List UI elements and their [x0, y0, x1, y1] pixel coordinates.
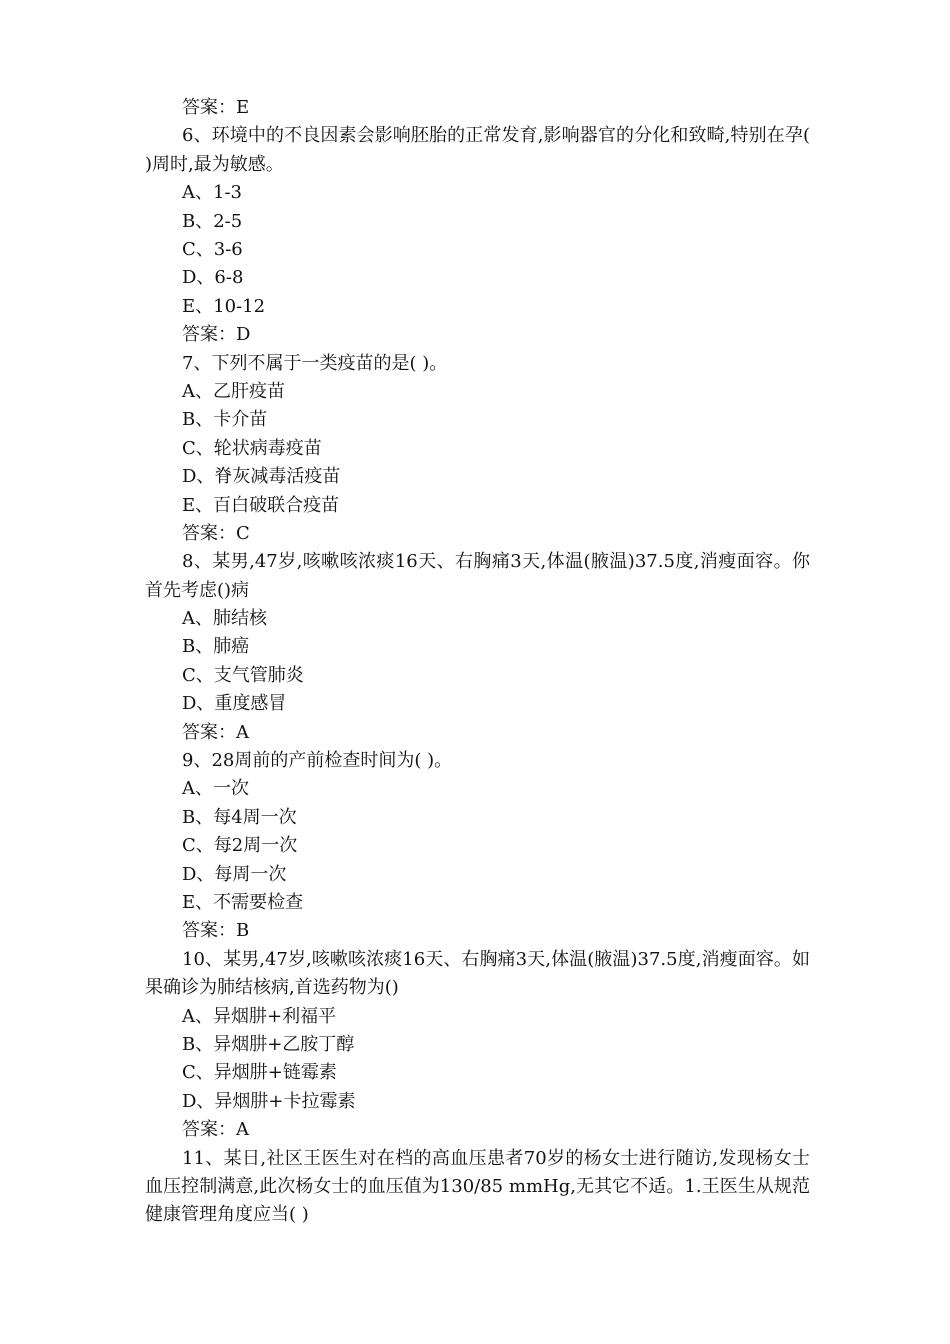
question-stem-10: 10、某男,47岁,咳嗽咳浓痰16天、右胸痛3天,体温(腋温)37.5度,消瘦面容。如果确诊为肺结核病,首选药物为() — [145, 948, 810, 999]
option-b: B、每4周一次 — [182, 806, 297, 828]
answer-line: 答案：A — [182, 1119, 249, 1141]
option-e: E、不需要检查 — [182, 892, 304, 913]
answer-line: 答案：E — [182, 97, 250, 118]
option-c: C、异烟肼+链霉素 — [182, 1062, 337, 1084]
option-c: C、3-6 — [182, 238, 243, 260]
option-a: A、1-3 — [182, 182, 242, 204]
option-d: D、异烟肼+卡拉霉素 — [182, 1090, 356, 1112]
option-c: C、支气管肺炎 — [182, 664, 304, 686]
answer-line: 答案：B — [182, 920, 250, 942]
option-b: B、2-5 — [182, 210, 243, 232]
option-c: C、每2周一次 — [182, 835, 298, 857]
option-a: A、一次 — [182, 778, 249, 800]
answer-line: 答案：C — [182, 522, 250, 544]
option-d: D、脊灰减毒活疫苗 — [182, 466, 341, 488]
option-d: D、每周一次 — [182, 863, 287, 885]
option-d: D、重度感冒 — [182, 693, 287, 715]
option-b: B、卡介苗 — [182, 409, 268, 431]
question-stem-7: 7、下列不属于一类疫苗的是( )。 — [182, 352, 448, 374]
document-page — [145, 94, 810, 1230]
option-a: A、乙肝疫苗 — [182, 380, 285, 402]
option-b: B、肺癌 — [182, 636, 250, 658]
option-a: A、肺结核 — [182, 608, 267, 630]
option-a: A、异烟肼+利福平 — [182, 1005, 337, 1027]
option-d: D、6-8 — [182, 267, 244, 289]
answer-line: 答案：A — [182, 721, 249, 743]
question-stem-6: 6、环境中的不良因素会影响胚胎的正常发育,影响器官的分化和致畸,特别在孕( )周时,最为敏感。 — [145, 125, 810, 175]
option-b: B、异烟肼+乙胺丁醇 — [182, 1033, 355, 1055]
question-stem-9: 9、28周前的产前检查时间为( )。 — [182, 750, 453, 772]
question-stem-11: 11、某日,社区王医生对在档的高血压患者70岁的杨女士进行随访,发现杨女士血压控制满意,此次杨女士的血压值为130/85 mmHg,无其它不适。1.王医生从规范健康管理角度应当( ) — [145, 1147, 810, 1226]
question-stem-8: 8、某男,47岁,咳嗽咳浓痰16天、右胸痛3天,体温(腋温)37.5度,消瘦面容。你首先考虑()病 — [145, 551, 810, 601]
option-e: E、10-12 — [182, 295, 266, 317]
option-e: E、百白破联合疫苗 — [182, 494, 340, 516]
option-c: C、轮状病毒疫苗 — [182, 437, 322, 459]
answer-line: 答案：D — [182, 324, 251, 346]
